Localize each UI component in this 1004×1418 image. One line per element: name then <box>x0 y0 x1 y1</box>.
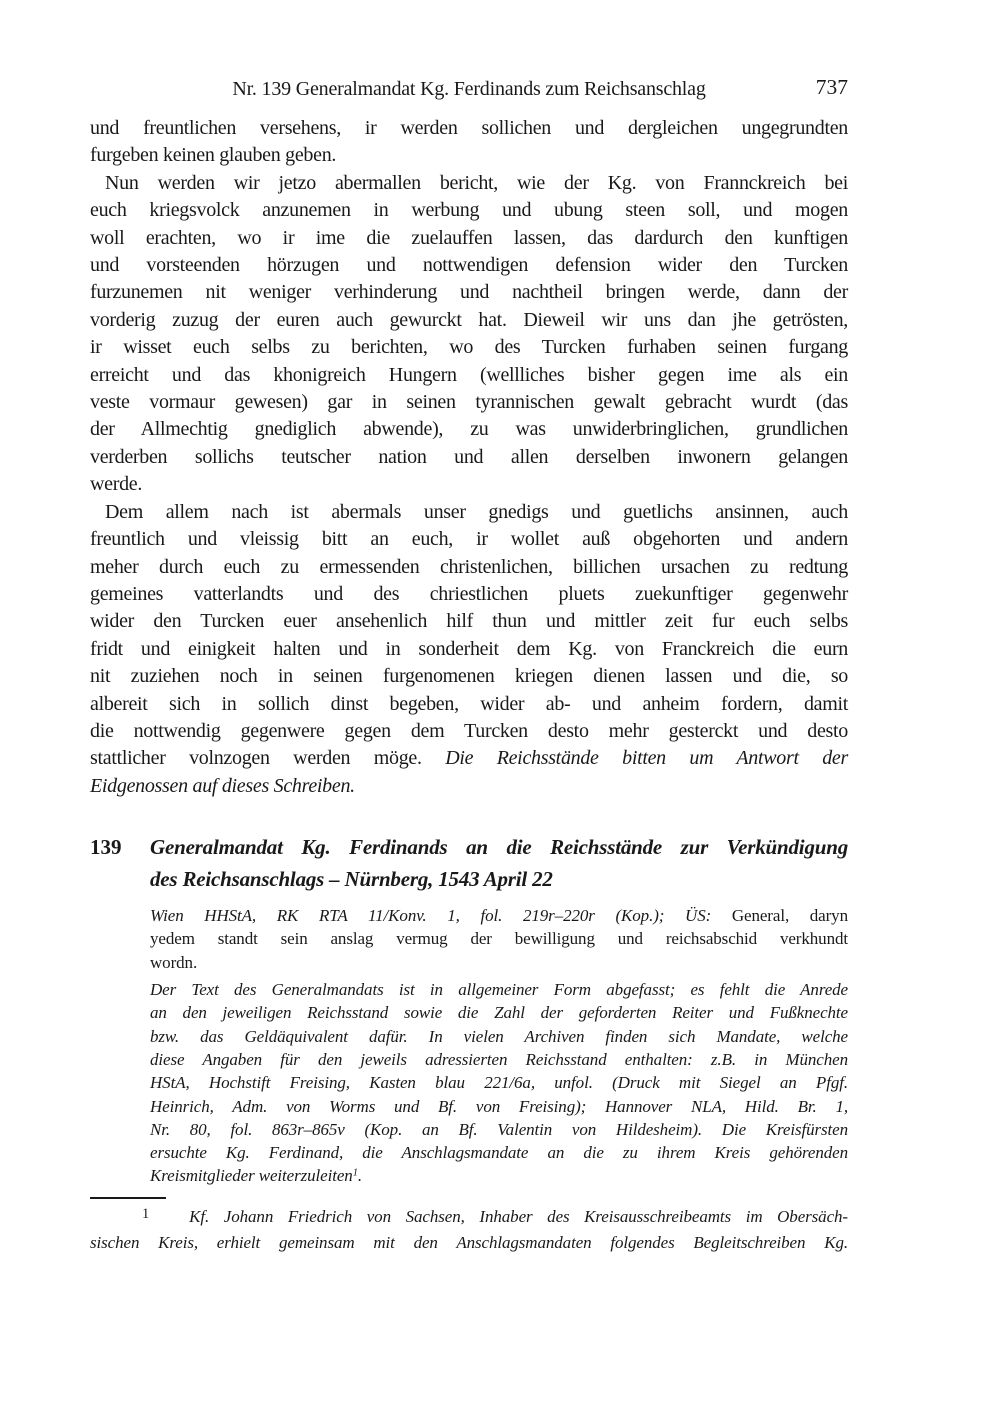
body-line: vorderig zuzug der euren auch gewurckt hat. Dieweil wir uns dan jhe getrösten, <box>90 308 848 331</box>
transcription-body <box>90 115 848 800</box>
body-line: woll erachten, wo ir ime die zuelauffen lassen, das dardurch den kunftigen <box>90 226 848 249</box>
provenance-note <box>150 904 848 974</box>
body-line-mixed <box>90 745 848 772</box>
commentary-line: Nr. 80, fol. 863r–865v (Kop. an Bf. Valentin von Hildesheim). Die Kreisfürsten <box>150 1119 848 1139</box>
footnote-separator-rule <box>90 1197 166 1199</box>
entry-number: 139 <box>90 835 122 860</box>
commentary-line: bzw. das Geldäquivalent dafür. In vielen Archiven finden sich Mandate, welche <box>150 1026 848 1046</box>
footnote-line: sischen Kreis, erhielt gemeinsam mit den Anschlagsmandaten folgendes Begleitschreiben Kg. <box>90 1233 848 1253</box>
body-line: albereit sich in sollich dinst begeben, wider ab- und anheim fordern, damit <box>90 692 848 715</box>
body-line: Nun werden wir jetzo abermallen bericht, wie der Kg. von Frannckreich bei <box>105 171 848 194</box>
body-line: verderben sollichs teutscher nation und allen derselben inwonern gelangen <box>90 445 848 468</box>
commentary-line: HStA, Hochstift Freising, Kasten blau 221/6a, unfol. (Druck mit Siegel an Pfgf. <box>150 1073 848 1093</box>
footnote-line-first: 1 Kf. Johann Friedrich von Sachsen, Inhaber des Kreisausschreibeamts im Obersäch- <box>142 1206 848 1226</box>
body-line: furzunemen nit weniger verhinderung und nachtheil bringen werde, dann der <box>90 281 848 304</box>
archive-reference: Wien HHStA, RK RTA 11/Konv. 1, fol. 219r–220r (Kop.); ÜS: <box>150 906 732 926</box>
entry-heading <box>90 831 848 895</box>
footnote <box>90 1204 848 1257</box>
body-line: furgeben keinen glauben geben. <box>90 144 337 167</box>
footnote-text: Kf. Johann Friedrich von Sachsen, Inhaber des Kreisausschreibeamts im Obersäch- <box>189 1206 848 1226</box>
body-line-roman-part: stattlicher volnzogen werden möge. <box>90 747 446 770</box>
commentary-line: an den jeweiligen Reichsstand sowie die Zahl der geforderten Reiter und Fußknechte <box>150 1003 848 1023</box>
body-line: Dem allem nach ist abermals unser gnedigs und guetlichs ansinnen, auch <box>105 500 848 523</box>
body-line: ir wisset euch selbs zu berichten, wo des Turcken furhaben seinen furgang <box>90 336 848 359</box>
body-line: die nottwendig gegenwere gegen dem Turcken desto mehr gesterckt und desto <box>90 719 848 742</box>
commentary-line: ersuchte Kg. Ferdinand, die Anschlagsmandate an die zu ihrem Kreis gehörenden <box>150 1143 848 1163</box>
text-column <box>90 0 848 1257</box>
commentary-line: diese Angaben für den jeweils adressierten Reichsstand enthalten: z.B. in München <box>150 1049 848 1069</box>
running-head <box>90 76 848 102</box>
body-line: nit zuziehen noch in seinen furgenomenen kriegen dienen lassen und die, so <box>90 665 848 688</box>
body-line: und vorsteenden hörzugen und nottwendigen defension wider den Turcken <box>90 254 848 277</box>
entry-title-line: Generalmandat Kg. Ferdinands an die Reichsstände zur Verkündigung <box>150 835 848 860</box>
editorial-commentary <box>150 978 848 1188</box>
body-line: euch kriegsvolck anzunemen in werbung und ubung steen soll, und mogen <box>90 199 848 222</box>
editorial-note-italic: Die Reichsstände bitten um Antwort der <box>445 747 848 770</box>
body-line: und freuntlichen versehens, ir werden sollichen und dergleichen ungegrundten <box>90 117 848 139</box>
body-line: veste vormaur gewesen) gar in seinen tyrannischen gewalt gebracht wurdt (das <box>90 391 848 414</box>
body-line: der Allmechtig gnediglich abwende), zu was unwiderbringlichen, grundlichen <box>90 418 848 441</box>
commentary-line-last <box>150 1164 848 1187</box>
running-title: Nr. 139 Generalmandat Kg. Ferdinands zum Reichsanschlag <box>232 78 706 100</box>
commentary-text: Kreismitglieder weiterzuleiten <box>150 1166 353 1186</box>
body-line: Eidgenossen auf dieses Schreiben. <box>90 774 355 797</box>
commentary-line: Heinrich, Adm. von Worms und Bf. von Freising); Hannover NLA, Hild. Br. 1, <box>150 1096 848 1116</box>
entry-title <box>150 831 848 895</box>
entry-title-line: des Reichsanschlags – Nürnberg, 1543 April 22 <box>150 867 553 892</box>
body-line: werde. <box>90 473 143 496</box>
body-line: wider den Turcken euer ansehenlich hilf thun und mittler zeit fur euch selbs <box>90 610 848 633</box>
body-line: freuntlich und vleissig bitt an euch, ir wollet auß obgehorten und andern <box>90 528 848 551</box>
body-line: fridt und einigkeit halten und in sonderheit dem Kg. von Franckreich die eurn <box>90 637 848 660</box>
body-line: meher durch euch zu ermessenden christenlichen, billichen ursachen zu redtung <box>90 555 848 578</box>
provenance-roman-part: General, daryn <box>731 906 848 926</box>
body-line: erreicht und das khonigreich Hungern (wellliches bisher gegen ime als ein <box>90 363 848 386</box>
commentary-period: . <box>357 1166 363 1186</box>
provenance-line: yedem standt sein anslag vermug der bewilligung und reichsabschid verkhundt <box>150 929 848 949</box>
provenance-line: wordn. <box>150 952 198 972</box>
page-number: 737 <box>815 75 848 99</box>
commentary-line: Der Text des Generalmandats ist in allgemeiner Form abgefasst; es fehlt die Anrede <box>150 980 848 1000</box>
footnote-reference: 1 <box>352 1168 358 1180</box>
provenance-line <box>150 904 848 927</box>
body-line: gemeines vatterlandts und des chriestlichen pluets zuekunftiger gegenwehr <box>90 582 848 605</box>
